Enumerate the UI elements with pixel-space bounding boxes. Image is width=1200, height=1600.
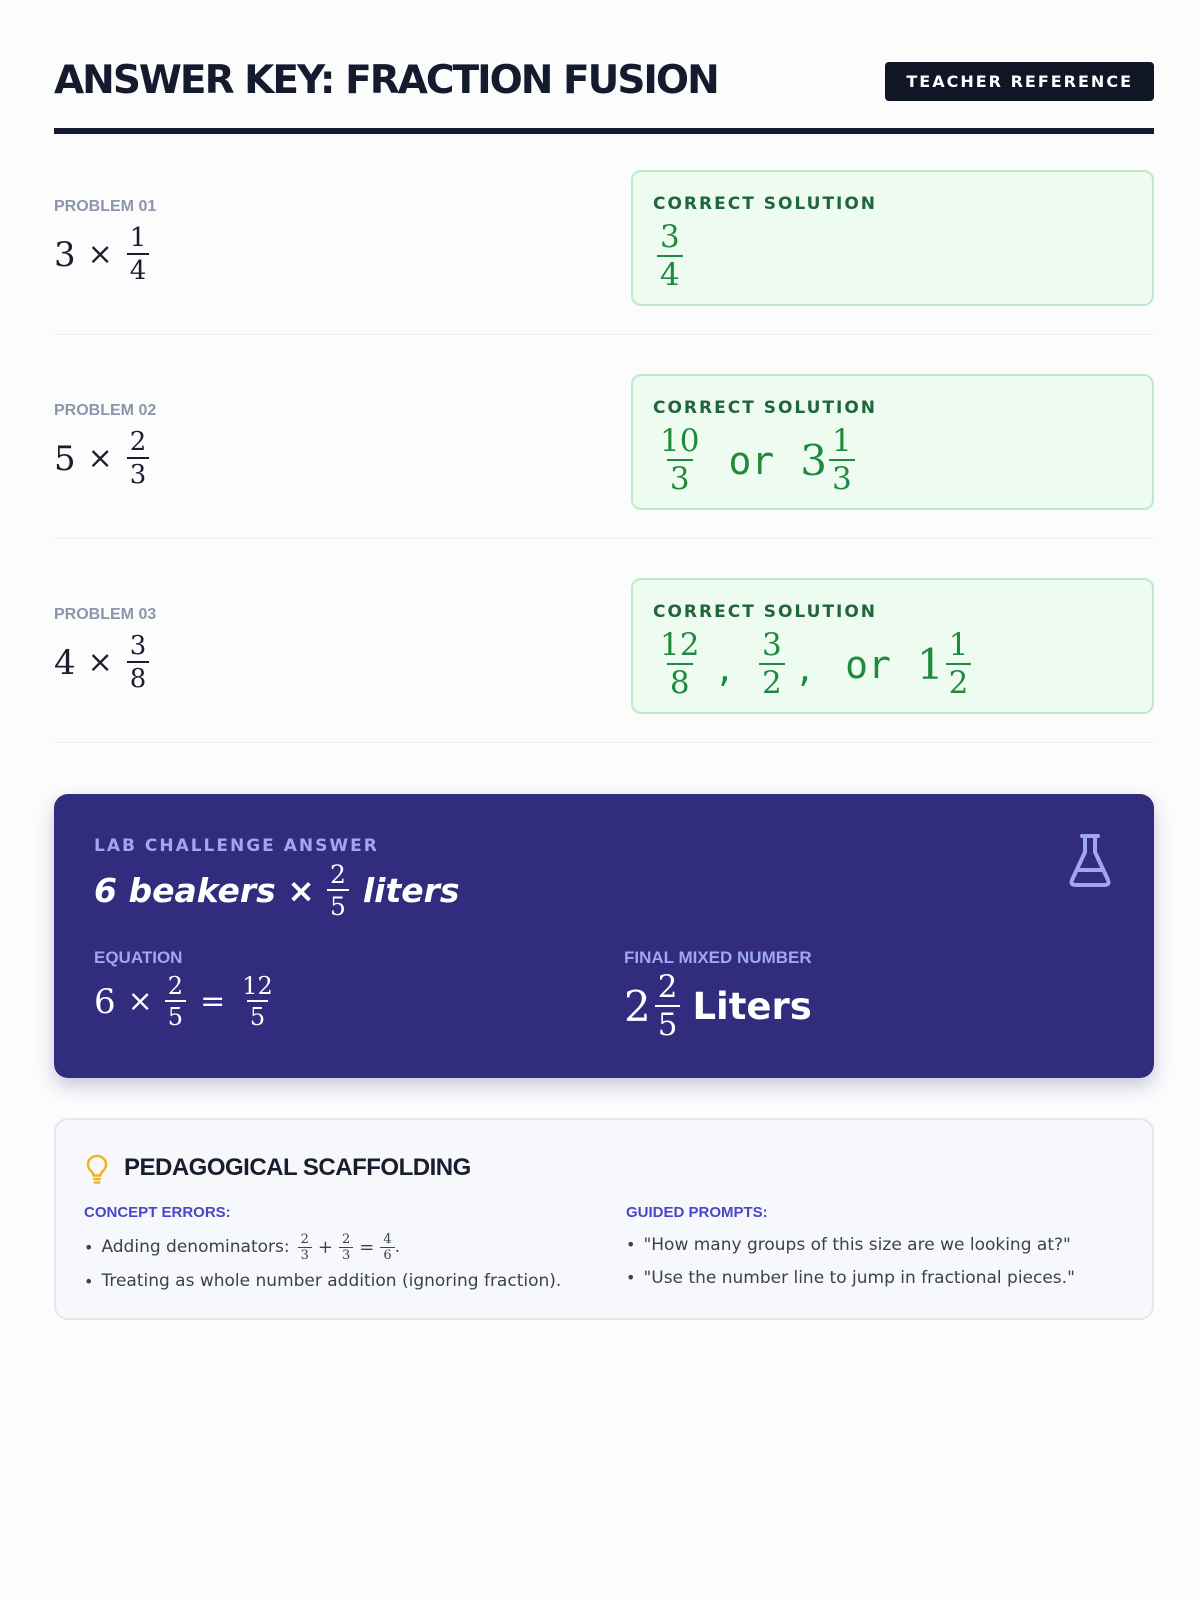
- problem-expression: [54, 429, 149, 488]
- mixed-whole: 1: [916, 640, 944, 689]
- period: .: [394, 1237, 401, 1257]
- denominator: 4: [127, 253, 150, 284]
- numerator: 2: [129, 427, 147, 457]
- solution-label: CORRECT SOLUTION: [653, 194, 878, 214]
- denominator: 3: [667, 459, 693, 495]
- flask-icon: [1068, 832, 1112, 888]
- header-divider: [54, 128, 1154, 134]
- fraction: [127, 429, 150, 488]
- multiply-operator: ×: [127, 984, 153, 1019]
- solution-fraction: [657, 219, 683, 293]
- denominator: 8: [127, 661, 150, 692]
- denominator: 3: [829, 459, 855, 495]
- equals-operator: =: [359, 1236, 375, 1258]
- concept-error-text: Treating as whole number addition (ignoring fraction).: [101, 1271, 562, 1291]
- numerator: 2: [167, 972, 184, 1000]
- guided-prompts-label: GUIDED PROMPTS:: [626, 1204, 768, 1221]
- numerator: 4: [383, 1231, 392, 1247]
- lab-title-suffix: liters: [362, 871, 460, 910]
- solution-expression: [657, 423, 855, 497]
- plus-operator: +: [317, 1236, 333, 1258]
- denominator: 5: [327, 889, 349, 919]
- solution-box: [631, 374, 1154, 510]
- list-item: • Treating as whole number addition (ignoring fraction).: [84, 1271, 562, 1291]
- problem-row-02: [54, 374, 1154, 539]
- problem-expression: [54, 633, 149, 692]
- lab-title-prefix: 6 beakers ×: [94, 871, 315, 910]
- denominator: 3: [298, 1247, 312, 1262]
- solution-fraction: [657, 423, 702, 497]
- solution-fraction-simplified: [759, 627, 785, 701]
- solution-label: CORRECT SOLUTION: [653, 398, 878, 418]
- lab-title: [94, 862, 460, 919]
- solution-label: CORRECT SOLUTION: [653, 602, 878, 622]
- page-title: ANSWER KEY: FRACTION FUSION: [54, 58, 718, 103]
- fraction: [339, 1233, 353, 1262]
- numerator: 1: [129, 223, 147, 253]
- equals-operator: =: [200, 984, 226, 1019]
- denominator: 5: [655, 1005, 681, 1041]
- problem-label: PROBLEM 02: [54, 402, 157, 419]
- mixed-number-label: FINAL MIXED NUMBER: [624, 948, 812, 967]
- teacher-reference-badge: TEACHER REFERENCE: [885, 62, 1154, 101]
- denominator: 8: [667, 663, 693, 699]
- multiply-operator: ×: [87, 237, 113, 272]
- mixed-whole: 2: [624, 982, 651, 1031]
- multiply-operator: ×: [87, 645, 113, 680]
- mixed-whole: 3: [800, 436, 827, 485]
- concept-error-text: Adding denominators:: [101, 1237, 290, 1257]
- denominator: 2: [946, 663, 972, 699]
- solution-box: [631, 578, 1154, 714]
- numerator: 2: [329, 860, 346, 889]
- equation-label: EQUATION: [94, 948, 183, 967]
- numerator: 2: [300, 1231, 309, 1247]
- equation-expression: [94, 974, 276, 1029]
- list-item: • "How many groups of this size are we looking at?": [626, 1234, 1071, 1255]
- numerator: 3: [761, 627, 782, 663]
- concept-errors-label: CONCEPT ERRORS:: [84, 1204, 231, 1221]
- problem-row-01: [54, 170, 1154, 335]
- mixed-fraction: [946, 627, 972, 701]
- mixed-fraction: [829, 423, 855, 497]
- solution-fraction: [657, 627, 702, 701]
- whole-number: 6: [94, 981, 116, 1022]
- numerator: 10: [660, 423, 700, 459]
- numerator: 2: [657, 969, 678, 1005]
- scaffolding-title: PEDAGOGICAL SCAFFOLDING: [124, 1154, 471, 1181]
- fraction: [298, 1233, 312, 1262]
- whole-number: 5: [54, 438, 76, 479]
- numerator: 3: [660, 219, 680, 255]
- guided-prompts-list: [626, 1228, 1075, 1294]
- numerator: 3: [129, 631, 147, 661]
- fraction: [127, 633, 150, 692]
- denominator: 3: [339, 1247, 353, 1262]
- list-item: • "Use the number line to jump in fractional pieces.": [626, 1267, 1075, 1288]
- comma-separator: ,: [714, 649, 735, 690]
- list-item: • Adding denominators: $\frac{2}{3}$ + $\frac{2}{3}$ = $\frac{4}{6}$ .: [84, 1231, 401, 1263]
- solution-box: [631, 170, 1154, 306]
- denominator: 2: [759, 663, 785, 699]
- numerator: 2: [341, 1231, 351, 1247]
- denominator: 5: [165, 1000, 186, 1029]
- result-fraction: [239, 974, 276, 1029]
- or-word: or: [845, 642, 891, 687]
- fraction: [127, 225, 150, 284]
- denominator: 4: [657, 255, 683, 291]
- header: [54, 56, 1154, 136]
- mixed-number-expression: [624, 969, 812, 1043]
- solution-expression: [657, 627, 971, 701]
- lightbulb-icon: [86, 1154, 108, 1184]
- denominator: 5: [247, 1000, 268, 1029]
- scaffolding-panel: [54, 1118, 1154, 1320]
- guided-prompt-text: "How many groups of this size are we looking at?": [643, 1234, 1071, 1255]
- denominator: 6: [380, 1247, 394, 1262]
- lab-title-fraction: [327, 862, 349, 919]
- concept-error-math: [298, 1233, 400, 1262]
- problem-expression: [54, 225, 149, 284]
- lab-label: LAB CHALLENGE ANSWER: [94, 836, 379, 856]
- multiply-operator: ×: [87, 441, 113, 476]
- numerator: 1: [831, 423, 852, 459]
- whole-number: 3: [54, 234, 76, 275]
- denominator: 3: [127, 457, 150, 488]
- numerator: 12: [242, 972, 273, 1000]
- problem-label: PROBLEM 03: [54, 606, 157, 623]
- numerator: 12: [660, 627, 700, 663]
- unit-label: Liters: [692, 985, 812, 1028]
- fraction: [380, 1233, 394, 1262]
- solution-expression: [657, 219, 683, 293]
- mixed-fraction: [655, 969, 681, 1043]
- guided-prompt-text: "Use the number line to jump in fractional pieces.": [643, 1267, 1075, 1288]
- problem-row-03: [54, 578, 1154, 743]
- lab-challenge-panel: [54, 794, 1154, 1078]
- whole-number: 4: [54, 642, 76, 683]
- problem-label: PROBLEM 01: [54, 198, 157, 215]
- concept-errors-list: [84, 1230, 561, 1298]
- comma-separator: ,: [794, 649, 816, 690]
- or-word: or: [728, 438, 775, 483]
- fraction: [165, 974, 186, 1029]
- numerator: 1: [948, 627, 969, 663]
